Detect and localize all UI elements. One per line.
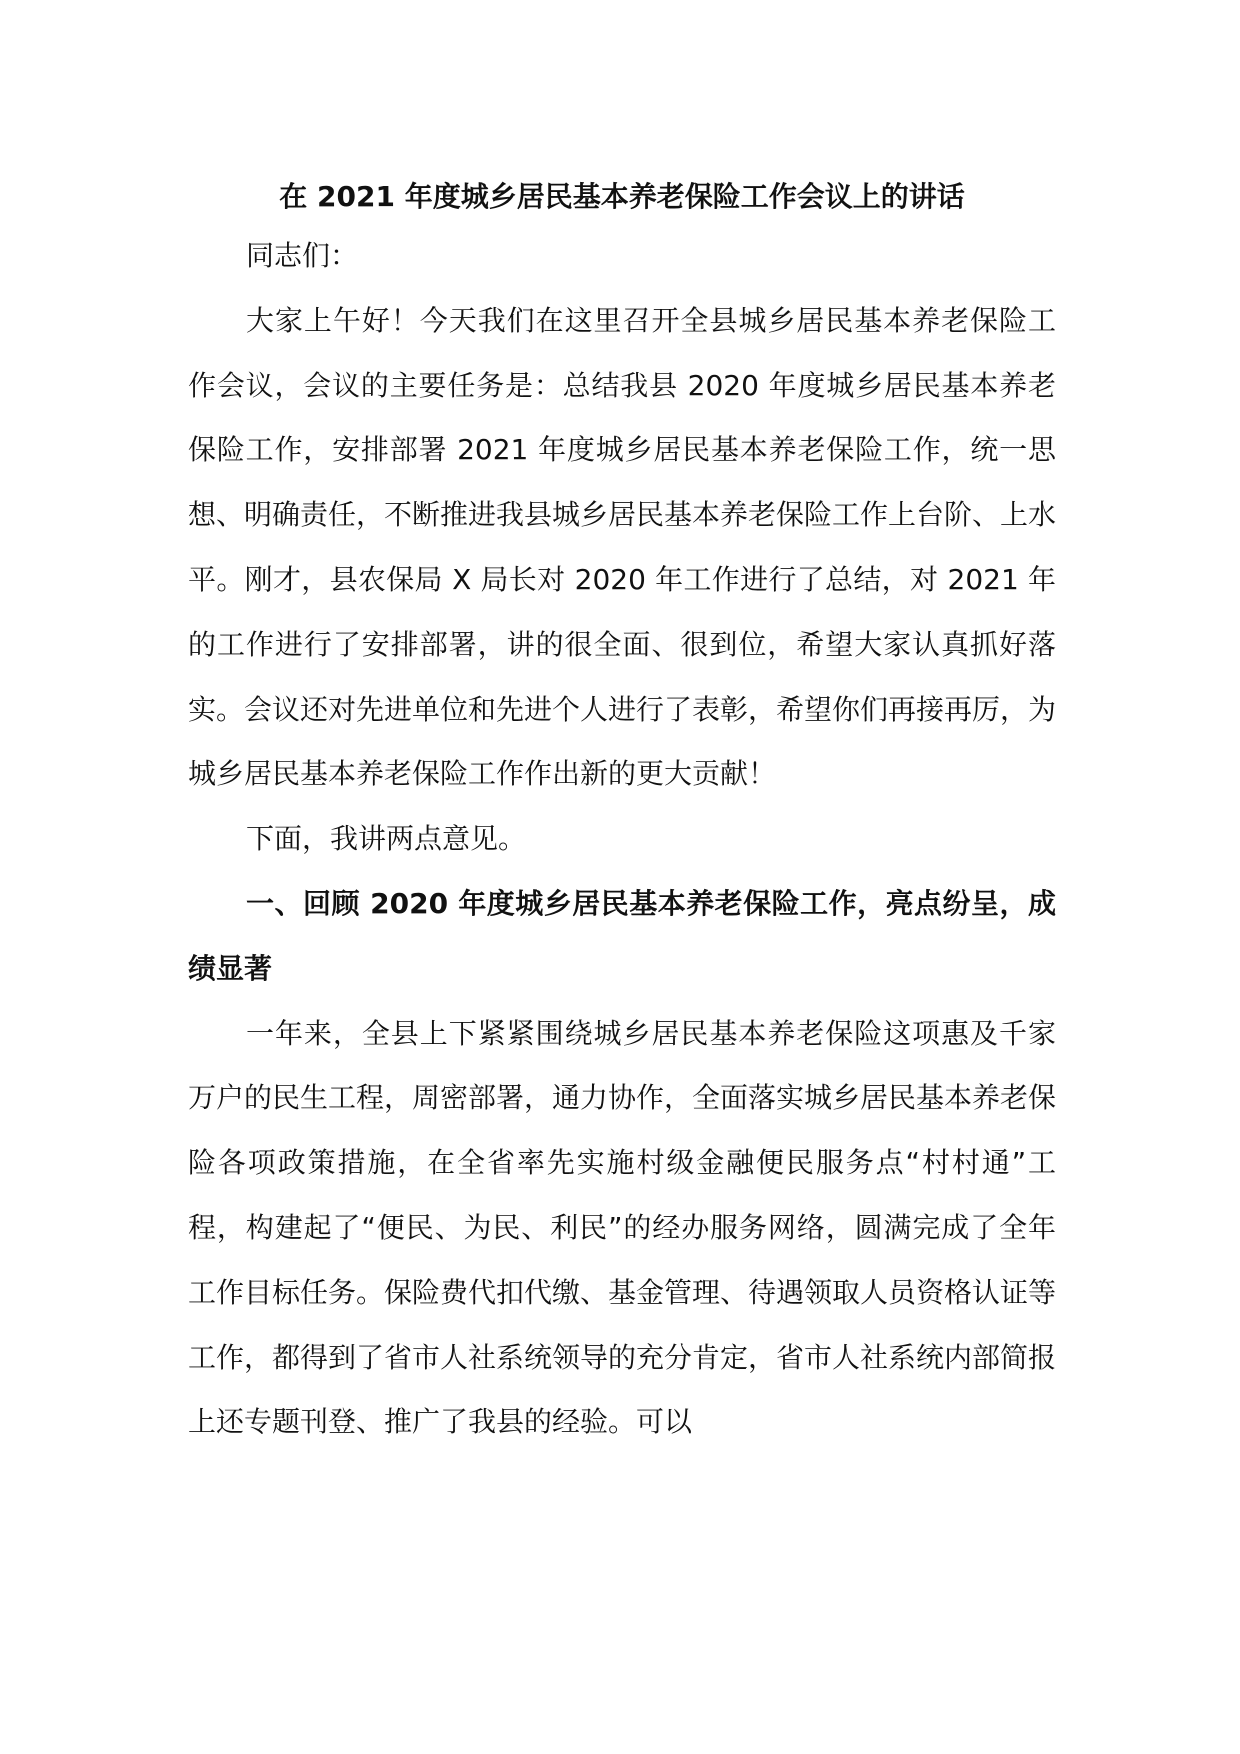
salutation: 同志们：: [246, 239, 359, 272]
section-paragraph: 一年来，全县上下紧紧围绕城乡居民基本养老保险这项惠及千家万户的民生工程，周密部署，通力协作，全面落实城乡居民基本养老保险各项政策措施，在全省率先实施村级金融便民服务点“村村通”工程，构建起了“便民、为民、利民”的经办服务网络，圆满完成了全年工作目标任务。保险费代扣代缴、基金管理、待遇领取人员资格认证等工作，都得到了省市人社系统领导的充分肯定，省市人社系统内部简报上还专题刊登、推广了我县的经验。可以: [188, 1016, 1057, 1439]
document-page: [188, 170, 1056, 1455]
transition-paragraph: 下面，我讲两点意见。: [246, 822, 527, 856]
opening-paragraph: 大家上午好！今天我们在这里召开全县城乡居民基本养老保险工作会议，会议的主要任务是：总结我县 2020 年度城乡居民基本养老保险工作，安排部署 2021 年度城乡居民基本养老保险工作，统一思想、明确责任，不断推进我县城乡居民基本养老保险工作上台阶、上水平。刚才，县农保局 X 局长对 2020 年工作进行了总结，对 2021 年的工作进行了安排部署，讲的很全面、很到位，希望大家认真抓好落实。会议还对先进单位和先进个人进行了表彰，希望你们再接再厉，为城乡居民基本养老保险工作作出新的更大贡献！: [188, 303, 1057, 791]
document-title: 在 2021 年度城乡居民基本养老保险工作会议上的讲话: [279, 180, 965, 213]
section-heading: 一、回顾 2020 年度城乡居民基本养老保险工作，亮点纷呈，成绩显著: [188, 886, 1056, 985]
